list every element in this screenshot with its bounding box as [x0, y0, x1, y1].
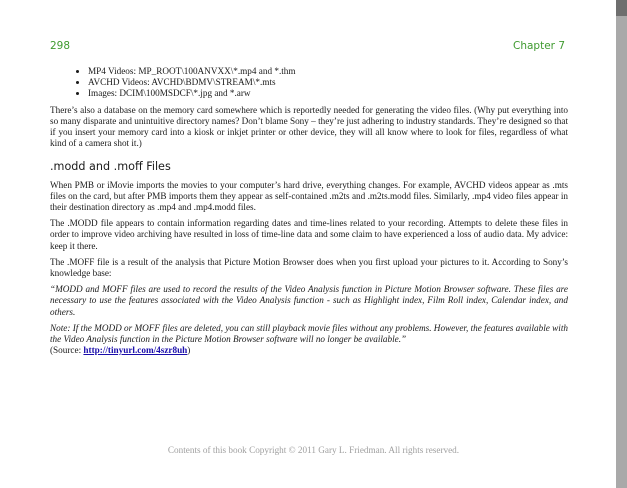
source-suffix: ): [187, 345, 191, 356]
paragraph-moff: The .MOFF file is a result of the analysis that Picture Motion Browser does when you first upload your pictures to it. According to Sony’s knowledge base:: [50, 256, 568, 279]
page-content: [50, 66, 568, 356]
page-number: 298: [50, 40, 71, 52]
chapter-title: Chapter 7: [513, 40, 565, 52]
source-link[interactable]: http://tinyurl.com/4szr8uh: [83, 345, 188, 356]
paragraph-modd: The .MODD file appears to contain information regarding dates and time-lines related to your recording. Attempts to delete these files in order to improve video archiving have resulted in loss of time-line data and some claim to have experienced a loss of audio data. My advice: keep it there.: [50, 218, 568, 251]
paragraph-pmb: When PMB or iMovie imports the movies to your computer’s hard drive, everything changes. For example, AVCHD videos appear as .mts files on the card, but after PMB imports them they appear as self-contained .m2ts and .m2ts.modd files. Similarly, .mp4 video files appear in their destination directory as .mp4 and .mp4.modd files.: [50, 179, 568, 213]
scrollbar-thumb[interactable]: [616, 0, 627, 16]
list-item: • Images: DCIM\100MSDCF\*.jpg and *.arw: [88, 88, 568, 99]
quote-note: Note: If the MODD or MOFF files are deleted, you can still playback movie files without any problems. However, the features available with the Video Analysis function in the Picture Motion Browser software will no longer be available.”: [50, 322, 568, 345]
quote-paragraph-2: [50, 323, 568, 357]
copyright-footer: Contents of this book Copyright © 2011 Gary L. Friedman. All rights reserved.: [167, 445, 460, 455]
source-prefix: (Source:: [50, 345, 84, 356]
paragraph-database: There’s also a database on the memory card somewhere which is reportedly needed for generating the video files. (Why put everything into so many disparate and unintuitive directory names? Don’t blame Sony – they’re just adhering to industry standards. They’re designed so that if you insert your memory card into a kiosk or inkjet printer or other device, they will all know where to look for files, regardless of what kind of a camera shot it.): [50, 104, 568, 149]
quote-paragraph-1: “MODD and MOFF files are used to record the results of the Video Analysis function in Picture Motion Browser software. These files are necessary to use the features associated with the Video Analysis function - such as Highlight index, Film Roll index, Calendar index, and others.: [50, 284, 568, 317]
file-path-list: [50, 66, 568, 100]
list-item: • AVCHD Videos: AVCHD\BDMV\STREAM\*.mts: [88, 77, 568, 88]
section-heading: .modd and .moff Files: [50, 160, 171, 174]
list-item: • MP4 Videos: MP_ROOT\100ANVXX\*.mp4 and *.thm: [88, 66, 568, 77]
vertical-scrollbar[interactable]: [616, 0, 627, 488]
